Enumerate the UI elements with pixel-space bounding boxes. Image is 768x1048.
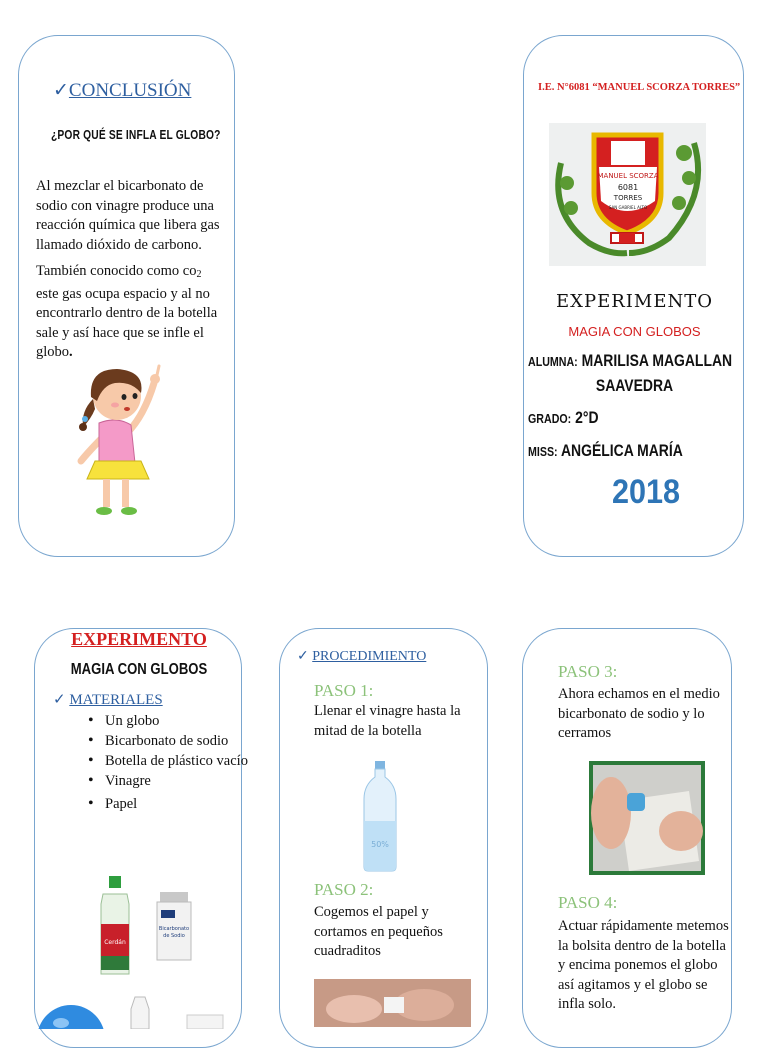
step1-title: PASO 1: (314, 681, 374, 700)
step4-title: PASO 4: (558, 893, 618, 912)
bicarbonate-step-image (589, 761, 705, 875)
student-name-line2: SAAVEDRA (595, 376, 674, 395)
check-icon: ✓ (297, 649, 309, 664)
conclusion-heading-row (53, 79, 191, 102)
svg-text:Bicarbonato: Bicarbonato (158, 926, 190, 932)
procedure-heading-row (297, 648, 426, 665)
svg-text:Cerdán: Cerdán (104, 939, 126, 946)
materials-list (83, 711, 261, 814)
svg-text:SAN GABRIEL ALTO: SAN GABRIEL ALTO (608, 205, 648, 210)
list-item: • Bicarbonato de sodio (105, 731, 261, 751)
list-item: • Un globo (105, 711, 261, 731)
svg-text:50%: 50% (371, 840, 389, 849)
balloon-bottle-image (37, 989, 237, 1029)
step2-text: Cogemos el papel y cortamos en pequeños cuadraditos (314, 904, 443, 959)
list-item: • Papel (105, 794, 261, 814)
svg-text:de Sodio: de Sodio (163, 933, 185, 939)
teacher-line: MISS: ANGÉLICA MARÍA (528, 441, 683, 460)
materials-panel (34, 628, 248, 1048)
conclusion-panel (18, 35, 235, 557)
cutting-paper-image (314, 979, 471, 1027)
conclusion-heading[interactable]: CONCLUSIÓN (68, 80, 192, 101)
materials-heading-row (53, 690, 163, 709)
conclusion-paragraph-1: Al mezclar el bicarbonato de sodio con vinagre produce una reacción química que libera gas llamado dióxido de carbono. (36, 178, 220, 253)
school-emblem (549, 123, 706, 266)
cover-subtitle: MAGIA CON GLOBOS (568, 324, 701, 339)
school-name: I.E. N°6081 “MANUEL SCORZA TORRES” (538, 82, 741, 93)
step3-text: Ahora echamos en el medio bicarbonato de sodio y lo cerramos (558, 686, 720, 741)
check-icon: ✓ (53, 80, 69, 101)
student-line: ALUMNA: MARILISA MAGALLAN (528, 351, 733, 370)
procedure-panel (279, 628, 488, 1048)
conclusion-question: ¿POR QUÉ SE INFLA EL GLOBO? (51, 128, 221, 142)
cover-panel (523, 35, 744, 557)
steps-panel (522, 628, 732, 1048)
step4-text: Actuar rápidamente metemos la bolsita dentro de la botella y encima ponemos el globo así agitamos y el globo se infla solo. (558, 918, 729, 1012)
conclusion-paragraph-2: También conocido como co2 este gas ocupa espacio y al no encontrarlo dentro de la botella sale y así hace que se infle el globo. (36, 263, 218, 360)
procedure-heading[interactable]: PROCEDIMIENTO (312, 649, 427, 664)
svg-text:MANUEL SCORZA: MANUEL SCORZA (597, 172, 659, 180)
grade-line: GRADO: 2°D (528, 408, 599, 427)
svg-text:6081: 6081 (617, 183, 639, 192)
cover-year: 2018 (612, 473, 681, 511)
materials-title: EXPERIMENTO (71, 629, 207, 649)
step3-title: PASO 3: (558, 662, 618, 681)
materials-subtitle: MAGIA CON GLOBOS (70, 661, 208, 678)
list-item: • Vinagre (105, 771, 261, 791)
step2-title: PASO 2: (314, 880, 374, 899)
list-item: • Botella de plástico vacío (105, 751, 261, 771)
cover-title: EXPERIMENTO (556, 291, 713, 312)
materials-heading[interactable]: MATERIALES (69, 692, 163, 708)
girl-illustration (69, 361, 169, 526)
check-icon: ✓ (53, 692, 66, 708)
svg-text:TORRES: TORRES (613, 194, 643, 202)
water-bottle-image (360, 759, 400, 874)
step1-text: Llenar el vinagre hasta la mitad de la botella (314, 703, 461, 739)
vinegar-bicarbonate-image (65, 874, 195, 979)
